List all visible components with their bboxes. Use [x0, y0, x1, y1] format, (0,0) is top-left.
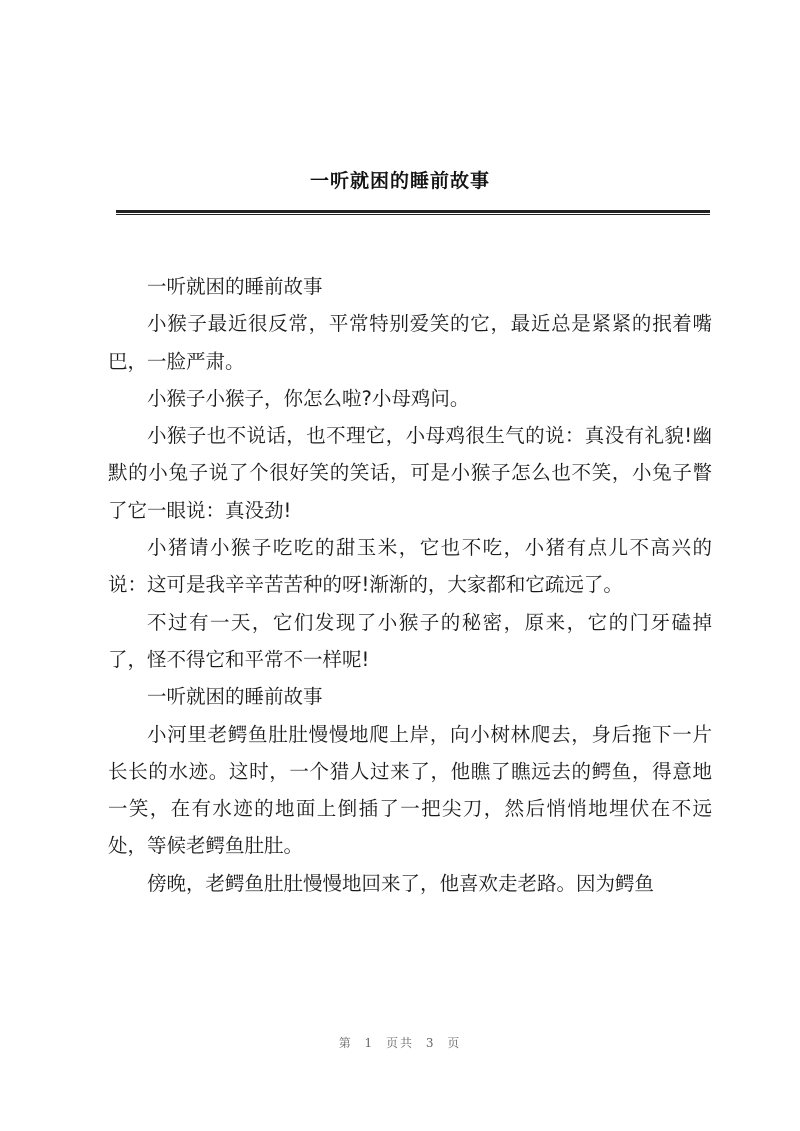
paragraph: 小河里老鳄鱼肚肚慢慢地爬上岸，向小树林爬去，身后拖下一片长长的水迹。这时，一个猎人过来了，他瞧了瞧远去的鳄鱼，得意地一笑，在有水迹的地面上倒插了一把尖刀，然后悄悄地埋伏在不远处，等候老鳄鱼肚肚。	[108, 722, 712, 858]
paragraph: 一听就困的睡前故事	[147, 685, 323, 709]
page-number-footer: 第 1 页共 3 页	[338, 1036, 462, 1050]
paragraph: 小猴子也不说话，也不理它，小母鸡很生气的说：真没有礼貌!幽默的小兔子说了个很好笑的笑话，可是小猴子怎么也不笑，小兔子瞥了它一眼说：真没劲!	[108, 424, 712, 522]
paragraph: 小猪请小猴子吃吃的甜玉米，它也不吃，小猪有点儿不高兴的说：这可是我辛辛苦苦种的呀!渐渐的，大家都和它疏远了。	[108, 536, 712, 597]
title-divider	[116, 210, 710, 215]
document-body	[108, 268, 712, 902]
paragraph: 一听就困的睡前故事	[147, 275, 323, 298]
document-title: 一听就困的睡前故事	[309, 170, 490, 192]
paragraph: 小猴子最近很反常，平常特别爱笑的它，最近总是紧紧的抿着嘴巴，一脸严肃。	[108, 312, 712, 373]
paragraph: 不过有一天，它们发现了小猴子的秘密，原来，它的门牙磕掉了，怪不得它和平常不一样呢!	[108, 610, 712, 671]
paragraph: 傍晚，老鳄鱼肚肚慢慢地回来了，他喜欢走老路。因为鳄鱼	[147, 871, 655, 895]
paragraph: 小猴子小猴子，你怎么啦?小母鸡问。	[147, 386, 470, 410]
